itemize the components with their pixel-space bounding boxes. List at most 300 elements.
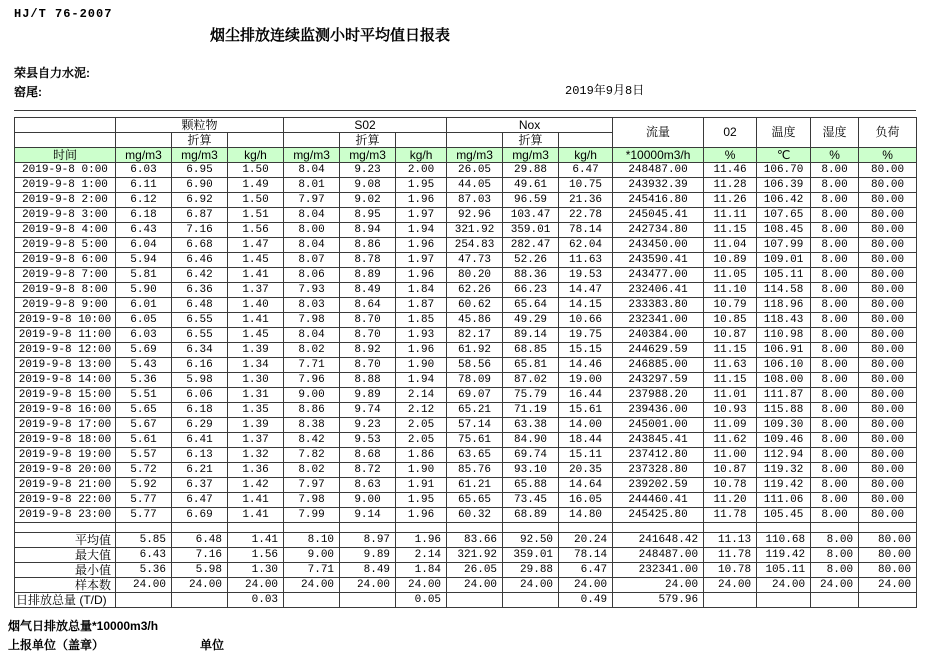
- sub-spacer: [447, 133, 503, 148]
- value-cell: 6.41: [172, 433, 228, 448]
- value-cell: 11.78: [704, 508, 757, 523]
- value-cell: 6.03: [116, 163, 172, 178]
- summary-value-cell: [704, 593, 757, 608]
- value-cell: 1.34: [228, 358, 284, 373]
- value-cell: 6.18: [116, 208, 172, 223]
- value-cell: 88.36: [503, 268, 559, 283]
- value-cell: 8.00: [811, 313, 859, 328]
- value-cell: 2.00: [396, 163, 447, 178]
- time-cell: 2019-9-8 14:00: [15, 373, 116, 388]
- value-cell: 6.21: [172, 463, 228, 478]
- summary-value-cell: 9.89: [340, 548, 396, 563]
- time-cell: 2019-9-8 10:00: [15, 313, 116, 328]
- value-cell: 109.46: [757, 433, 811, 448]
- summary-value-cell: [757, 593, 811, 608]
- value-cell: 106.39: [757, 178, 811, 193]
- summary-value-cell: 80.00: [859, 563, 917, 578]
- value-cell: 1.36: [228, 463, 284, 478]
- value-cell: 8.00: [811, 418, 859, 433]
- value-cell: 119.32: [757, 463, 811, 478]
- value-cell: 6.04: [116, 238, 172, 253]
- value-cell: 9.08: [340, 178, 396, 193]
- value-cell: 7.98: [284, 493, 340, 508]
- value-cell: 1.49: [228, 178, 284, 193]
- summary-value-cell: 24.00: [811, 578, 859, 593]
- value-cell: 21.36: [559, 193, 613, 208]
- value-cell: 71.19: [503, 403, 559, 418]
- value-cell: 8.00: [284, 223, 340, 238]
- table-row: [15, 418, 917, 433]
- blank-cell: [396, 523, 447, 533]
- value-cell: 9.00: [284, 388, 340, 403]
- value-cell: 8.92: [340, 343, 396, 358]
- summary-value-cell: 0.03: [228, 593, 284, 608]
- converted-label: 折算: [340, 133, 396, 148]
- value-cell: 359.01: [503, 223, 559, 238]
- unit-cell: mg/m3: [284, 148, 340, 163]
- value-cell: 80.00: [859, 268, 917, 283]
- value-cell: 239436.00: [613, 403, 704, 418]
- value-cell: 107.65: [757, 208, 811, 223]
- value-cell: 80.00: [859, 253, 917, 268]
- summary-value-cell: [811, 593, 859, 608]
- unit-cell: kg/h: [559, 148, 613, 163]
- value-cell: 8.00: [811, 388, 859, 403]
- value-cell: 80.00: [859, 313, 917, 328]
- value-cell: 1.96: [396, 268, 447, 283]
- value-cell: 6.47: [559, 163, 613, 178]
- value-cell: 65.64: [503, 298, 559, 313]
- value-cell: 8.04: [284, 163, 340, 178]
- column-label: 负荷: [859, 118, 917, 148]
- value-cell: 8.00: [811, 238, 859, 253]
- summary-label: 日排放总量 (T/D): [15, 593, 116, 608]
- time-cell: 2019-9-8 0:00: [15, 163, 116, 178]
- value-cell: 62.04: [559, 238, 613, 253]
- value-cell: 1.50: [228, 193, 284, 208]
- value-cell: 7.97: [284, 193, 340, 208]
- summary-value-cell: 1.96: [396, 533, 447, 548]
- value-cell: 1.40: [228, 298, 284, 313]
- value-cell: 75.61: [447, 433, 503, 448]
- value-cell: 66.23: [503, 283, 559, 298]
- time-header-spacer: [15, 133, 116, 148]
- value-cell: 1.31: [228, 388, 284, 403]
- value-cell: 5.69: [116, 343, 172, 358]
- value-cell: 6.46: [172, 253, 228, 268]
- value-cell: 118.96: [757, 298, 811, 313]
- summary-value-cell: 105.11: [757, 563, 811, 578]
- value-cell: 1.42: [228, 478, 284, 493]
- value-cell: 8.00: [811, 268, 859, 283]
- value-cell: 248487.00: [613, 163, 704, 178]
- value-cell: 240384.00: [613, 328, 704, 343]
- value-cell: 29.88: [503, 163, 559, 178]
- value-cell: 63.38: [503, 418, 559, 433]
- blank-cell: [116, 523, 172, 533]
- sub-spacer: [116, 133, 172, 148]
- summary-row: [15, 578, 917, 593]
- table-row: [15, 193, 917, 208]
- blank-cell: [757, 523, 811, 533]
- value-cell: 5.65: [116, 403, 172, 418]
- value-cell: 11.15: [704, 373, 757, 388]
- value-cell: 11.05: [704, 268, 757, 283]
- value-cell: 1.95: [396, 178, 447, 193]
- value-cell: 8.00: [811, 163, 859, 178]
- value-cell: 1.35: [228, 403, 284, 418]
- time-cell: 2019-9-8 9:00: [15, 298, 116, 313]
- value-cell: 1.97: [396, 253, 447, 268]
- value-cell: 254.83: [447, 238, 503, 253]
- summary-value-cell: 8.10: [284, 533, 340, 548]
- value-cell: 1.45: [228, 328, 284, 343]
- value-cell: 5.51: [116, 388, 172, 403]
- value-cell: 61.92: [447, 343, 503, 358]
- summary-value-cell: 10.78: [704, 563, 757, 578]
- value-cell: 10.87: [704, 328, 757, 343]
- value-cell: 5.98: [172, 373, 228, 388]
- summary-value-cell: 7.16: [172, 548, 228, 563]
- value-cell: 245001.00: [613, 418, 704, 433]
- column-group-label: Nox: [447, 118, 613, 133]
- value-cell: 5.77: [116, 493, 172, 508]
- value-cell: 6.13: [172, 448, 228, 463]
- value-cell: 1.41: [228, 268, 284, 283]
- value-cell: 1.96: [396, 508, 447, 523]
- value-cell: 1.94: [396, 223, 447, 238]
- value-cell: 80.00: [859, 283, 917, 298]
- table-top-rule: [14, 110, 916, 111]
- value-cell: 20.35: [559, 463, 613, 478]
- value-cell: 9.00: [340, 493, 396, 508]
- table-row: [15, 433, 917, 448]
- value-cell: 62.26: [447, 283, 503, 298]
- value-cell: 7.82: [284, 448, 340, 463]
- value-cell: 11.63: [559, 253, 613, 268]
- value-cell: 8.00: [811, 343, 859, 358]
- summary-value-cell: 80.00: [859, 548, 917, 563]
- sub-spacer: [559, 133, 613, 148]
- report-date: 2019年9月8日: [565, 84, 645, 98]
- value-cell: 105.11: [757, 268, 811, 283]
- summary-value-cell: [116, 593, 172, 608]
- blank-cell: [503, 523, 559, 533]
- value-cell: 11.10: [704, 283, 757, 298]
- summary-value-cell: 2.14: [396, 548, 447, 563]
- unit-cell: mg/m3: [340, 148, 396, 163]
- value-cell: 6.47: [172, 493, 228, 508]
- value-cell: 8.00: [811, 508, 859, 523]
- value-cell: 1.47: [228, 238, 284, 253]
- value-cell: 6.05: [116, 313, 172, 328]
- summary-value-cell: 24.00: [859, 578, 917, 593]
- value-cell: 239202.59: [613, 478, 704, 493]
- value-cell: 237988.20: [613, 388, 704, 403]
- table-row: [15, 373, 917, 388]
- value-cell: 8.00: [811, 283, 859, 298]
- value-cell: 1.56: [228, 223, 284, 238]
- time-header-spacer: [15, 118, 116, 133]
- summary-value-cell: 1.41: [228, 533, 284, 548]
- value-cell: 80.00: [859, 238, 917, 253]
- value-cell: 58.56: [447, 358, 503, 373]
- value-cell: 1.96: [396, 238, 447, 253]
- summary-value-cell: 24.00: [340, 578, 396, 593]
- column-label: 温度: [757, 118, 811, 148]
- summary-value-cell: 321.92: [447, 548, 503, 563]
- time-cell: 2019-9-8 8:00: [15, 283, 116, 298]
- header-unit-row: [15, 148, 917, 163]
- value-cell: 8.78: [340, 253, 396, 268]
- summary-value-cell: 1.84: [396, 563, 447, 578]
- time-cell: 2019-9-8 15:00: [15, 388, 116, 403]
- summary-value-cell: 241648.42: [613, 533, 704, 548]
- value-cell: 6.18: [172, 403, 228, 418]
- summary-value-cell: 5.98: [172, 563, 228, 578]
- value-cell: 80.20: [447, 268, 503, 283]
- value-cell: 8.72: [340, 463, 396, 478]
- value-cell: 10.66: [559, 313, 613, 328]
- value-cell: 109.01: [757, 253, 811, 268]
- value-cell: 106.42: [757, 193, 811, 208]
- value-cell: 6.03: [116, 328, 172, 343]
- time-cell: 2019-9-8 19:00: [15, 448, 116, 463]
- value-cell: 80.00: [859, 493, 917, 508]
- value-cell: 16.05: [559, 493, 613, 508]
- value-cell: 8.00: [811, 403, 859, 418]
- summary-value-cell: [447, 593, 503, 608]
- value-cell: 115.88: [757, 403, 811, 418]
- time-cell: 2019-9-8 2:00: [15, 193, 116, 208]
- value-cell: 8.89: [340, 268, 396, 283]
- value-cell: 8.06: [284, 268, 340, 283]
- summary-row: [15, 593, 917, 608]
- value-cell: 80.00: [859, 208, 917, 223]
- table-row: [15, 253, 917, 268]
- value-cell: 7.16: [172, 223, 228, 238]
- value-cell: 6.01: [116, 298, 172, 313]
- value-cell: 6.55: [172, 328, 228, 343]
- value-cell: 244629.59: [613, 343, 704, 358]
- value-cell: 5.57: [116, 448, 172, 463]
- value-cell: 1.41: [228, 508, 284, 523]
- value-cell: 49.61: [503, 178, 559, 193]
- value-cell: 5.36: [116, 373, 172, 388]
- value-cell: 2.05: [396, 418, 447, 433]
- value-cell: 8.04: [284, 238, 340, 253]
- value-cell: 73.45: [503, 493, 559, 508]
- summary-value-cell: 1.56: [228, 548, 284, 563]
- value-cell: 8.04: [284, 208, 340, 223]
- value-cell: 5.81: [116, 268, 172, 283]
- time-cell: 2019-9-8 1:00: [15, 178, 116, 193]
- blank-cell: [811, 523, 859, 533]
- value-cell: 2.14: [396, 388, 447, 403]
- blank-cell: [559, 523, 613, 533]
- unit-cell: %: [811, 148, 859, 163]
- value-cell: 15.61: [559, 403, 613, 418]
- column-group-label: 颗粒物: [116, 118, 284, 133]
- summary-value-cell: 24.00: [396, 578, 447, 593]
- value-cell: 8.68: [340, 448, 396, 463]
- summary-value-cell: 110.68: [757, 533, 811, 548]
- table-row: [15, 328, 917, 343]
- value-cell: 61.21: [447, 478, 503, 493]
- time-cell: 2019-9-8 23:00: [15, 508, 116, 523]
- value-cell: 19.00: [559, 373, 613, 388]
- value-cell: 6.37: [172, 478, 228, 493]
- time-cell: 2019-9-8 18:00: [15, 433, 116, 448]
- value-cell: 11.09: [704, 418, 757, 433]
- column-group-label: S02: [284, 118, 447, 133]
- value-cell: 45.86: [447, 313, 503, 328]
- summary-value-cell: 579.96: [613, 593, 704, 608]
- time-cell: 2019-9-8 3:00: [15, 208, 116, 223]
- value-cell: 1.30: [228, 373, 284, 388]
- value-cell: 80.00: [859, 403, 917, 418]
- value-cell: 243845.41: [613, 433, 704, 448]
- summary-value-cell: 0.05: [396, 593, 447, 608]
- value-cell: 93.10: [503, 463, 559, 478]
- summary-value-cell: [503, 593, 559, 608]
- value-cell: 237412.80: [613, 448, 704, 463]
- value-cell: 11.15: [704, 223, 757, 238]
- monitoring-point: 窑尾:: [14, 85, 42, 99]
- summary-value-cell: 232341.00: [613, 563, 704, 578]
- value-cell: 8.02: [284, 463, 340, 478]
- time-cell: 2019-9-8 5:00: [15, 238, 116, 253]
- summary-value-cell: 248487.00: [613, 548, 704, 563]
- table-row: [15, 403, 917, 418]
- value-cell: 119.42: [757, 478, 811, 493]
- blank-row: [15, 523, 917, 533]
- value-cell: 9.53: [340, 433, 396, 448]
- value-cell: 5.67: [116, 418, 172, 433]
- value-cell: 6.87: [172, 208, 228, 223]
- value-cell: 8.94: [340, 223, 396, 238]
- value-cell: 80.00: [859, 373, 917, 388]
- summary-value-cell: 1.30: [228, 563, 284, 578]
- title-wrap: [0, 24, 660, 45]
- value-cell: 244460.41: [613, 493, 704, 508]
- value-cell: 8.63: [340, 478, 396, 493]
- value-cell: 80.00: [859, 343, 917, 358]
- table-row: [15, 178, 917, 193]
- unit-cell: mg/m3: [447, 148, 503, 163]
- value-cell: 243297.59: [613, 373, 704, 388]
- table-row: [15, 223, 917, 238]
- value-cell: 5.92: [116, 478, 172, 493]
- value-cell: 106.10: [757, 358, 811, 373]
- value-cell: 106.91: [757, 343, 811, 358]
- value-cell: 245416.80: [613, 193, 704, 208]
- value-cell: 243590.41: [613, 253, 704, 268]
- time-cell: 2019-9-8 13:00: [15, 358, 116, 373]
- summary-value-cell: 5.85: [116, 533, 172, 548]
- sub-spacer: [284, 133, 340, 148]
- value-cell: 22.78: [559, 208, 613, 223]
- summary-value-cell: [859, 593, 917, 608]
- value-cell: 111.87: [757, 388, 811, 403]
- summary-value-cell: 8.00: [811, 563, 859, 578]
- summary-value-cell: 11.13: [704, 533, 757, 548]
- table-row: [15, 163, 917, 178]
- value-cell: 78.14: [559, 223, 613, 238]
- standard-code: HJ/T 76-2007: [14, 7, 113, 21]
- value-cell: 5.72: [116, 463, 172, 478]
- value-cell: 6.68: [172, 238, 228, 253]
- summary-value-cell: 20.24: [559, 533, 613, 548]
- value-cell: 8.00: [811, 493, 859, 508]
- summary-value-cell: 24.00: [704, 578, 757, 593]
- table-body: [15, 163, 917, 608]
- value-cell: 1.84: [396, 283, 447, 298]
- value-cell: 14.47: [559, 283, 613, 298]
- summary-value-cell: 24.00: [284, 578, 340, 593]
- value-cell: 11.20: [704, 493, 757, 508]
- summary-value-cell: 29.88: [503, 563, 559, 578]
- value-cell: 233383.80: [613, 298, 704, 313]
- table-row: [15, 268, 917, 283]
- value-cell: 6.11: [116, 178, 172, 193]
- value-cell: 8.70: [340, 328, 396, 343]
- value-cell: 9.02: [340, 193, 396, 208]
- time-header: 时间: [15, 148, 116, 163]
- summary-value-cell: 11.78: [704, 548, 757, 563]
- value-cell: 69.74: [503, 448, 559, 463]
- value-cell: 47.73: [447, 253, 503, 268]
- summary-label: 最大值: [15, 548, 116, 563]
- value-cell: 9.23: [340, 418, 396, 433]
- summary-value-cell: 8.00: [811, 533, 859, 548]
- value-cell: 68.89: [503, 508, 559, 523]
- table-row: [15, 238, 917, 253]
- value-cell: 1.50: [228, 163, 284, 178]
- value-cell: 89.14: [503, 328, 559, 343]
- value-cell: 60.32: [447, 508, 503, 523]
- value-cell: 103.47: [503, 208, 559, 223]
- blank-cell: [172, 523, 228, 533]
- value-cell: 1.39: [228, 418, 284, 433]
- value-cell: 106.70: [757, 163, 811, 178]
- value-cell: 245425.80: [613, 508, 704, 523]
- value-cell: 57.14: [447, 418, 503, 433]
- summary-value-cell: 24.00: [447, 578, 503, 593]
- summary-row: [15, 563, 917, 578]
- value-cell: 8.03: [284, 298, 340, 313]
- value-cell: 109.30: [757, 418, 811, 433]
- value-cell: 80.00: [859, 298, 917, 313]
- value-cell: 5.90: [116, 283, 172, 298]
- value-cell: 9.23: [340, 163, 396, 178]
- blank-cell: [447, 523, 503, 533]
- unit-cell: %: [704, 148, 757, 163]
- value-cell: 11.00: [704, 448, 757, 463]
- value-cell: 11.46: [704, 163, 757, 178]
- value-cell: 1.37: [228, 283, 284, 298]
- summary-label: 平均值: [15, 533, 116, 548]
- unit-cell: mg/m3: [172, 148, 228, 163]
- summary-value-cell: 0.49: [559, 593, 613, 608]
- value-cell: 7.98: [284, 313, 340, 328]
- time-cell: 2019-9-8 21:00: [15, 478, 116, 493]
- value-cell: 6.92: [172, 193, 228, 208]
- value-cell: 6.29: [172, 418, 228, 433]
- value-cell: 14.80: [559, 508, 613, 523]
- value-cell: 6.16: [172, 358, 228, 373]
- value-cell: 8.64: [340, 298, 396, 313]
